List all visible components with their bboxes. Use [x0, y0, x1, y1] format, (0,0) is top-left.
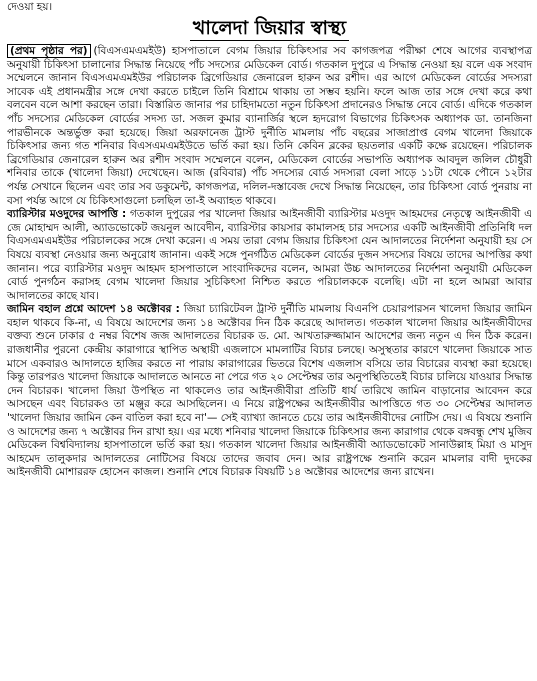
- lead-tag: (প্রথম পৃষ্ঠার পর): [7, 44, 91, 58]
- paragraph-1-text: (বিএসএমএমইউ) হাসপাতালে বেগম জিয়ার চিকিৎসার সব কাগজপত্র পরীক্ষা শেষে আগের ব্যবস্থাপত্র অনুযায়ী চিকিৎসা চালানোর সিদ্ধান্ত নিয়েছে পাঁচ সদস্যের মেডিকেল বোর্ড। গতকাল দুপুরে এ সিদ্ধান্ত নেওয়া হয় বলে এক সংবাদ সম্মেলনে জানান বিএসএমএমইউর পরিচালক ব্রিগেডিয়ার জেনারেল হারুন অর রশীদ। এর আগে মেডিকেল বোর্ডের সদস্যরা সাবেক এই প্রধানমন্ত্রীর সঙ্গে দেখা করতে চাইলে তিনি বিশ্রামে থাকায় তা সম্ভব হয়নি। ফলে আজ তার সঙ্গে দেখা করে কথা বলবেন বলে আশা করছেন তারা। বিস্তারিত জানার পর চাহিদামতো নতুন চিকিৎসা প্রদানেরও সিদ্ধান্ত নেবে বোর্ড। এদিকে গতকাল পাঁচ সদস্যের মেডিকেল বোর্ডের সদস্য ডা. সজল কুমার ব্যানার্জির স্থলে হৃদরোগ বিভাগের চিকিৎসক অধ্যাপক ডা. তানজিনা পারভীনকে অন্তর্ভুক্ত করা হয়েছে। জিয়া অরফানেজ ট্রাস্ট দুর্নীতি মামলায় পাঁচ বছরের সাজাপ্রাপ্ত বেগম খালেদা জিয়াকে চিকিৎসার জন্য গত শনিবার বিএসএমএমইউতে ভর্তি করা হয়। তিনি কেবিন ব্লকের ছয়তলার একটি কক্ষে রয়েছেন। পরিচালক ব্রিগেডিয়ার জেনারেল হারুন অর রশীদ সংবাদ সম্মেলনে বলেন, মেডিকেল বোর্ডের সভাপতি অধ্যাপক আবদুল জলিল চৌধুরী শনিবার তাকে (খালেদা জিয়া) দেখেছেন। আজ (রবিবার) পাঁচ সদস্যের বোর্ড সদস্যরা বেলা সাড়ে ১১টা থেকে পৌনে ১২টার পর্যন্ত সেখানে ছিলেন এবং তার সব ডকুমেন্ট, কাগজপত্র, দলিল-দস্তাবেজ দেখে সিদ্ধান্ত নিয়েছেন, তার চিকিৎসা বোর্ড পুনরায় না বসা পর্যন্ত আগে যে চিকিৎসাগুলো চলছিল তা-ই অব্যাহত থাকবে।: [7, 45, 532, 207]
- paragraph-3-text: জিয়া চ্যারিটেবল ট্রাস্ট দুর্নীতি মামলায় বিএনপি চেয়ারপারসন খালেদা জিয়ার জামিন বহাল থাকবে কি-না, এ বিষয়ে আদেশের জন্য ১৪ অক্টোবর দিন ঠিক করেছে আদালত। গতকাল খালেদা জিয়ার আইনজীবীদের বক্তব্য শুনে ঢাকার ৫ নম্বর বিশেষ জজ আদালতের বিচারক ড. মো. আখতারুজ্জামান আদেশের জন্য নতুন এ দিন ঠিক করেন। রাজধানীর পুরনো কেন্দ্রীয় কারাগারে স্থাপিত অস্থায়ী এজলাসে মামলাটির বিচার চলছে। অসুস্থতার কারণে খালেদা জিয়াকে সাত মাসে একবারও আদালতে হাজির করতে না পারায় কারাগারের ভিতরে বিশেষ এজলাস বসিয়ে তার বিচারের ব্যবস্থা করা হয়েছে। কিন্তু তারপরও খালেদা জিয়াকে আদালতে আনতে না পেরে গত ২০ সেপ্টেম্বর তার অনুপস্থিতিতেই বিচার চালিয়ে যাওয়ার সিদ্ধান্ত দেন বিচারক। খালেদা জিয়া উপস্থিত না থাকলেও তার আইনজীবীরা প্রতিটি ধার্য তারিখে জামিন বাড়ানোর আবেদন করে আসছেন এবং বিচারকও তা মঞ্জুর করে আসছিলেন। এ নিয়ে রাষ্ট্রপক্ষের আইনজীবীর আপত্তিতে গত ৩০ সেপ্টেম্বর আদালত 'খালেদা জিয়ার জামিন কেন বাতিল করা হবে না'— সেই ব্যাখ্যা জানতে চেয়ে তার আইনজীবীদের নোটিস দেয়। এ বিষয়ে শুনানি ও আদেশের জন্য ৭ অক্টোবর দিন রাখা হয়। এর মধ্যে শনিবার খালেদা জিয়াকে চিকিৎসার জন্য কারাগার থেকে বঙ্গবন্ধু শেখ মুজিব মেডিকেল বিশ্ববিদ্যালয় হাসপাতালে ভর্তি করা হয়। গতকাল খালেদা জিয়ার আইনজীবী অ্যাডভোকেট সানাউল্লাহ মিয়া ও মাসুদ আহমেদ তালুকদার আদালতের নোটিসের বিষয়ে তাদের জবাব দেন। আর রাষ্ট্রপক্ষে শুনানি করেন মামলার বাদী দুদকের আইনজীবী মোশাররফ হোসেন কাজল। শুনানি শেষে বিচারক বিষয়টি ১৪ অক্টোবর আদেশের জন্য রাখেন।: [7, 303, 532, 479]
- carryover-text: দেওয়া হয়।: [7, 1, 53, 13]
- paragraph-3: [7, 303, 532, 480]
- paragraph-1: [7, 45, 532, 208]
- article-body: [7, 45, 532, 480]
- subheading-bail-order: জামিন বহাল প্রশ্নে আদেশ ১৪ অক্টোবর :: [7, 303, 180, 316]
- paragraph-2: [7, 208, 532, 303]
- subheading-moudud-objection: ব্যারিস্টার মওদুদের আপত্তি :: [7, 208, 127, 221]
- article-headline: খালেদা জিয়ার স্বাস্থ্য: [190, 17, 349, 41]
- headline-wrap: [7, 17, 532, 41]
- paragraph-2-text: গতকাল দুপুরের পর খালেদা জিয়ার আইনজীবী ব্যারিস্টার মওদুদ আহমদের নেতৃত্বে আইনজীবী এ জে মোহাম্মদ আলী, অ্যাডভোকেট জয়নুল আবেদীন, ব্যারিস্টার কায়সার কামালসহ চার সদস্যের একটি আইনজীবী প্রতিনিধি দল বিএসএমএমইউর পরিচালকের সঙ্গে দেখা করেন। এ সময় তারা বেগম জিয়ার চিকিৎসা যেন আদালতের নির্দেশনা অনুযায়ী হয় সে বিষয়ে ব্যবস্থা নেওয়ার জন্য অনুরোধ জানান। একই সঙ্গে পুনর্গঠিত মেডিকেল বোর্ডের দুজন সদস্যের বিষয়ে তাদের আপত্তির কথা জানান। পরে ব্যারিস্টার মওদুদ আহমদ হাসপাতালে সাংবাদিকদের বলেন, আমরা উচ্চ আদালতের নির্দেশনা অনুযায়ী মেডিকেল বোর্ড পুনর্গঠন করাসহ বেগম খালেদা জিয়ার সুচিকিৎসা নিশ্চিত করতে পরিচালককে বলেছি। এটা না হলে আমরা আবার আদালতের কাছে যাব।: [7, 208, 533, 302]
